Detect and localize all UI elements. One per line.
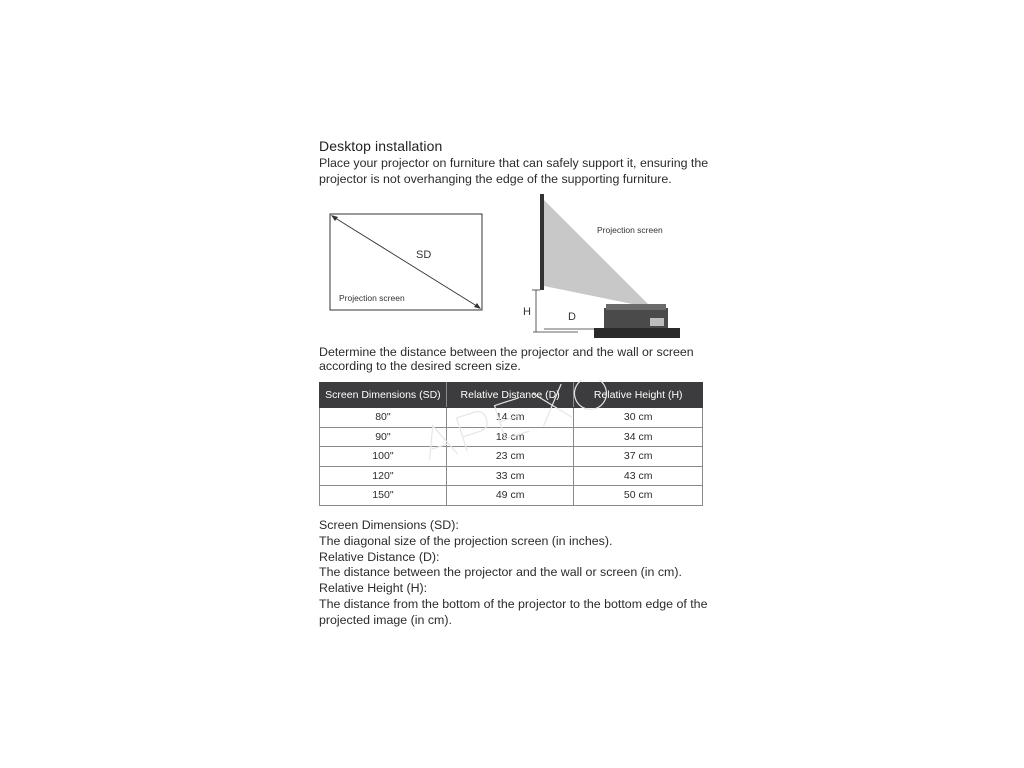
determine-distance-text: Determine the distance between the projector and the wall or screen according to the desired screen size. — [319, 345, 694, 373]
table-row — [320, 408, 703, 428]
wall-screen — [540, 194, 544, 290]
cell-distance: 49 cm — [446, 486, 574, 506]
cell-screen-size: 90" — [320, 427, 447, 447]
cell-screen-size: 150" — [320, 486, 447, 506]
cell-height: 34 cm — [574, 427, 703, 447]
cell-distance: 23 cm — [446, 447, 574, 467]
cell-screen-size: 100" — [320, 447, 447, 467]
definition-text-d: The distance between the projector and the wall or screen (in cm). — [319, 565, 682, 580]
cell-height: 43 cm — [574, 466, 703, 486]
definition-text-h: The distance from the bottom of the projector to the bottom edge of the projected image (in cm). — [319, 596, 708, 627]
left-screen-label: Projection screen — [339, 293, 405, 303]
definition-term-sd: Screen Dimensions (SD): — [319, 518, 459, 532]
arrowhead-bottom-right — [474, 303, 481, 309]
sd-label: SD — [416, 249, 432, 261]
cell-screen-size: 80" — [320, 408, 447, 428]
h-label: H — [523, 306, 531, 318]
cell-distance: 18 cm — [446, 427, 574, 447]
cell-distance: 14 cm — [446, 408, 574, 428]
table-top — [594, 328, 680, 338]
right-screen-label: Projection screen — [597, 225, 663, 235]
d-label: D — [568, 311, 576, 323]
distance-table — [319, 382, 703, 506]
header-relative-height: Relative Height (H) — [574, 383, 703, 408]
projection-beam — [544, 200, 652, 308]
definitions-section — [319, 518, 719, 629]
header-screen-dimensions: Screen Dimensions (SD) — [320, 383, 447, 408]
header-relative-distance: Relative Distance (D) — [446, 383, 574, 408]
definition-term-h: Relative Height (H): — [319, 581, 428, 596]
cell-height: 30 cm — [574, 408, 703, 428]
projector-top — [606, 304, 666, 310]
cell-screen-size: 120" — [320, 466, 447, 486]
cell-height: 50 cm — [574, 486, 703, 506]
definition-text-sd: The diagonal size of the projection screen (in inches). — [319, 533, 613, 548]
projection-side-view-diagram — [518, 190, 690, 342]
table-row — [320, 427, 703, 447]
table-row — [320, 447, 703, 467]
cell-distance: 33 cm — [446, 466, 574, 486]
page-title: Desktop installation — [319, 138, 443, 154]
table-header-row — [320, 383, 703, 408]
cell-height: 37 cm — [574, 447, 703, 467]
table-row — [320, 486, 703, 506]
intro-paragraph: Place your projector on furniture that can safely support it, ensuring the projector is not overhanging the edge of the supporting furniture. — [319, 156, 709, 186]
definition-term-d: Relative Distance (D): — [319, 549, 440, 564]
screen-size-diagram — [326, 208, 488, 316]
table-row — [320, 466, 703, 486]
projector-lens — [650, 318, 664, 326]
arrowhead-top-left — [331, 215, 338, 221]
